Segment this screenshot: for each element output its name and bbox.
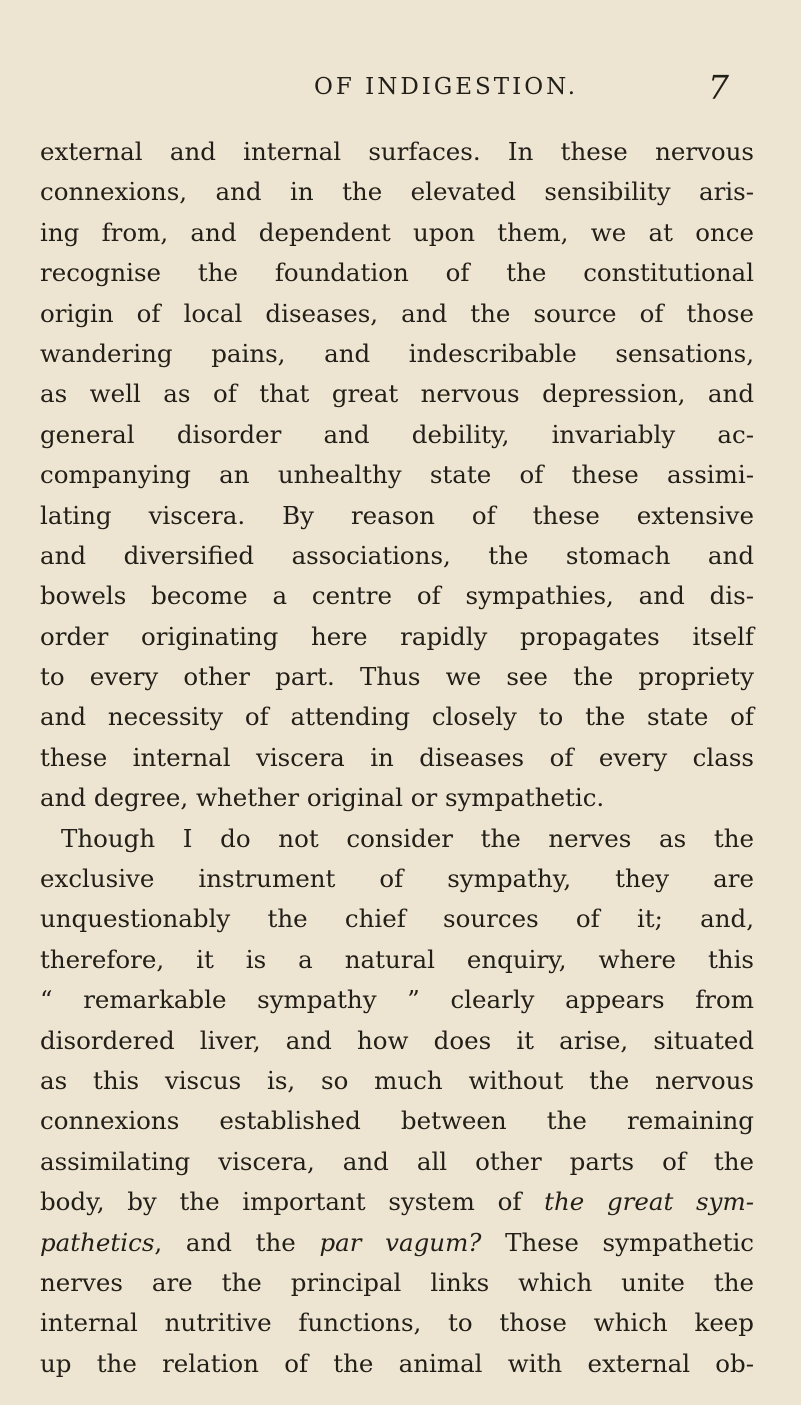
text-line-28 xyxy=(40,1223,754,1263)
text-line-8: general disorder and debility, invariably ac- xyxy=(40,419,754,449)
page-number: 7 xyxy=(708,68,729,107)
text-run: , and the xyxy=(154,1227,320,1257)
text-line-4: recognise the foundation of the constitutional xyxy=(40,258,754,288)
text-line-7: as well as of that great nervous depression, and xyxy=(40,379,754,409)
text-line-14: to every other part. Thus we see the propriety xyxy=(40,662,754,692)
italic-phrase: pathetics xyxy=(40,1227,155,1257)
italic-phrase: the great sym- xyxy=(544,1187,754,1217)
text-line-22: “ remarkable sympathy ” clearly appears from xyxy=(40,985,754,1015)
text-line-12: bowels become a centre of sympathies, and dis- xyxy=(40,581,754,611)
page-header xyxy=(0,68,801,114)
text-line-17: and degree, whether original or sympathetic. xyxy=(40,783,605,813)
text-line-11: and diversified associations, the stomach and xyxy=(40,540,754,570)
body-text xyxy=(40,132,754,1384)
text-run: body, by the important system of xyxy=(40,1187,545,1217)
text-line-18: Though I do not consider the nerves as the xyxy=(61,823,754,853)
running-head: OF INDIGESTION. xyxy=(314,74,579,100)
text-line-13: order originating here rapidly propagates itself xyxy=(40,621,754,651)
text-line-6: wandering pains, and indescribable sensations, xyxy=(40,338,754,368)
text-line-5: origin of local diseases, and the source of those xyxy=(40,298,754,328)
text-line-30: internal nutritive functions, to those which keep xyxy=(40,1308,754,1338)
text-line-2: connexions, and in the elevated sensibility aris- xyxy=(40,177,754,207)
text-line-24: as this viscus is, so much without the nervous xyxy=(40,1065,754,1095)
text-line-21: therefore, it is a natural enquiry, where this xyxy=(40,944,754,974)
text-line-3: ing from, and dependent upon them, we at once xyxy=(40,217,754,247)
text-line-27 xyxy=(40,1182,754,1222)
text-line-10: lating viscera. By reason of these extensive xyxy=(40,500,754,530)
text-line-9: companying an unhealthy state of these assimi- xyxy=(40,460,754,490)
text-line-19: exclusive instrument of sympathy, they are xyxy=(40,864,754,894)
text-line-31: up the relation of the animal with external ob- xyxy=(40,1348,754,1378)
text-line-20: unquestionably the chief sources of it; and, xyxy=(40,904,754,934)
italic-phrase: par vagum? xyxy=(319,1227,482,1257)
text-line-16: these internal viscera in diseases of every class xyxy=(40,742,754,772)
text-line-23: disordered liver, and how does it arise, situated xyxy=(40,1025,754,1055)
text-line-25: connexions established between the remaining xyxy=(40,1106,754,1136)
text-line-26: assimilating viscera, and all other parts of the xyxy=(40,1146,754,1176)
text-line-15: and necessity of attending closely to the state of xyxy=(40,702,754,732)
text-line-29: nerves are the principal links which unite the xyxy=(40,1267,754,1297)
text-line-1: external and internal surfaces. In these nervous xyxy=(40,137,754,166)
text-run: These sympathetic xyxy=(481,1227,754,1257)
